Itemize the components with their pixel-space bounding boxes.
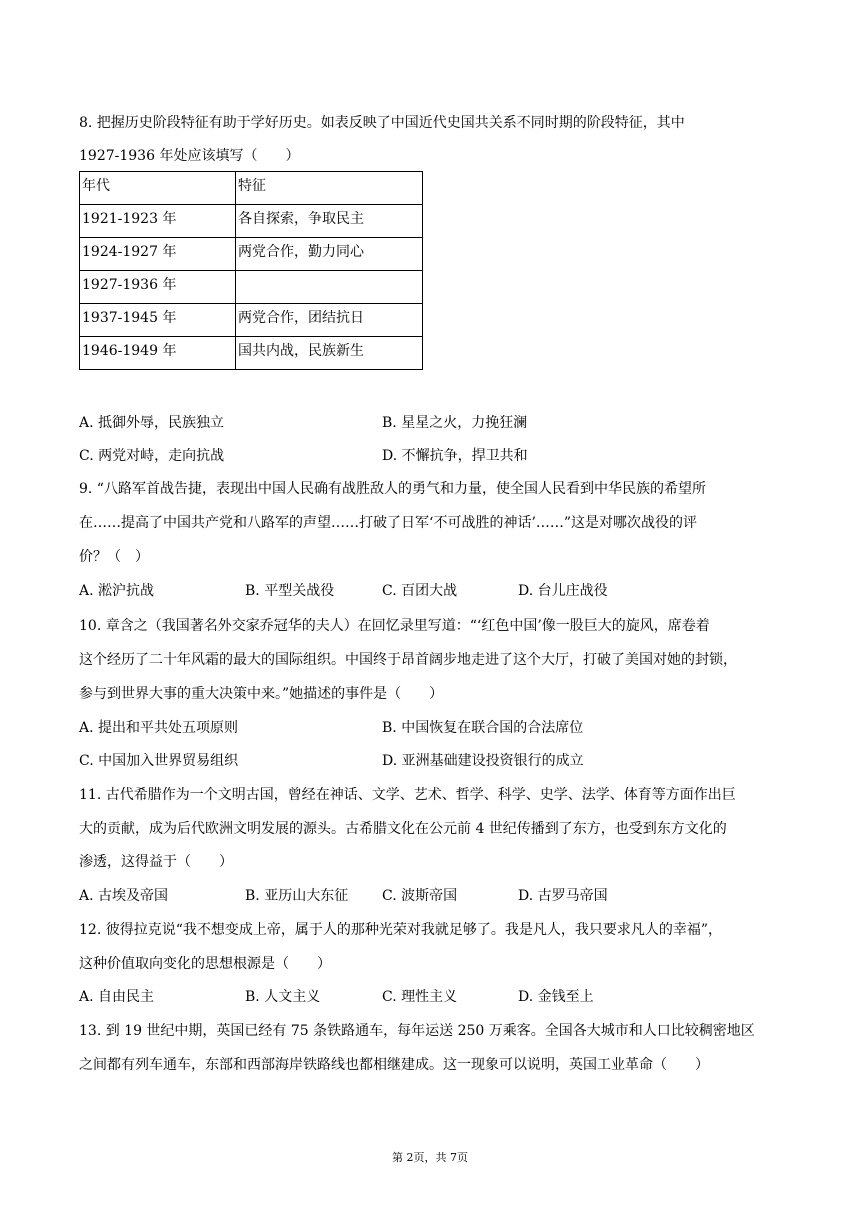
q11-stem-line2: 大的贡献，成为后代欧洲文明发展的源头。古希腊文化在公元前 4 世纪传播到了东方，也受到东方文化的 bbox=[79, 821, 727, 837]
q8-option-b: B. 星星之火，力挽狂澜 bbox=[382, 415, 528, 431]
table-cell-era: 1924-1927 年 bbox=[80, 238, 236, 271]
q10-option-b: B. 中国恢复在联合国的合法席位 bbox=[382, 720, 584, 736]
q9-option-d: D. 台儿庄战役 bbox=[518, 583, 608, 599]
q12-option-d: D. 金钱至上 bbox=[518, 989, 594, 1005]
q9-stem-line2: 在……提高了中国共产党和八路军的声望……打破了日军‘不可战胜的神话’……”这是对哪次战役的评 bbox=[79, 515, 698, 531]
q8-table bbox=[79, 171, 423, 370]
q11-option-c: C. 波斯帝国 bbox=[382, 888, 458, 904]
q9-stem-line3: 价？（ ） bbox=[79, 549, 149, 565]
table-row bbox=[80, 304, 423, 337]
q10-stem-line2: 这个经历了二十年风霜的最大的国际组织。中国终于昂首阔步地走进了这个大厅，打破了美国对她的封锁， bbox=[79, 652, 737, 668]
q12-option-b: B. 人文主义 bbox=[245, 989, 321, 1005]
q9-stem-line1: 9. “八路军首战告捷，表现出中国人民确有战胜敌人的勇气和力量，使全国人民看到中华民族的希望所 bbox=[79, 481, 706, 497]
q10-option-d: D. 亚洲基础建设投资银行的成立 bbox=[382, 753, 584, 769]
table-cell-era: 1921-1923 年 bbox=[80, 205, 236, 238]
table-row bbox=[80, 205, 423, 238]
page-number: 第 2页，共 7页 bbox=[392, 1151, 468, 1164]
q12-option-c: C. 理性主义 bbox=[382, 989, 458, 1005]
q12-option-a: A. 自由民主 bbox=[79, 989, 155, 1005]
q8-option-c: C. 两党对峙，走向抗战 bbox=[79, 448, 225, 464]
q10-stem-line3: 参与到世界大事的重大决策中来。”她描述的事件是（ ） bbox=[79, 686, 444, 702]
table-header-feature: 特征 bbox=[236, 172, 423, 205]
table-cell-feature: 两党合作，团结抗日 bbox=[236, 304, 423, 337]
q11-option-b: B. 亚历山大东征 bbox=[245, 888, 349, 904]
q9-option-c: C. 百团大战 bbox=[382, 583, 458, 599]
q8-stem-line2: 1927-1936 年处应该填写（ ） bbox=[79, 148, 300, 164]
table-row bbox=[80, 238, 423, 271]
q12-stem-line2: 这种价值取向变化的思想根源是（ ） bbox=[79, 956, 331, 972]
q11-stem-line3: 渗透，这得益于（ ） bbox=[79, 854, 233, 870]
q8-option-a: A. 抵御外辱，民族独立 bbox=[79, 415, 225, 431]
q11-option-d: D. 古罗马帝国 bbox=[518, 888, 608, 904]
table-cell-feature: 各自探索，争取民主 bbox=[236, 205, 423, 238]
q13-stem-line1: 13. 到 19 世纪中期，英国已经有 75 条铁路通车，每年运送 250 万乘客。全国各大城市和人口比较稠密地区 bbox=[79, 1023, 755, 1039]
table-cell-era: 1946-1949 年 bbox=[80, 337, 236, 370]
table-cell-feature: 国共内战，民族新生 bbox=[236, 337, 423, 370]
q9-option-a: A. 淞沪抗战 bbox=[79, 583, 155, 599]
q11-option-a: A. 古埃及帝国 bbox=[79, 888, 169, 904]
q10-option-c: C. 中国加入世界贸易组织 bbox=[79, 753, 239, 769]
q10-stem-line1: 10. 章含之（我国著名外交家乔冠华的夫人）在回忆录里写道：“‘红色中国’像一股巨大的旋风，席卷着 bbox=[79, 618, 710, 634]
table-header-era: 年代 bbox=[80, 172, 236, 205]
table-cell-feature: 两党合作，勤力同心 bbox=[236, 238, 423, 271]
table-cell-era: 1937-1945 年 bbox=[80, 304, 236, 337]
q11-stem-line1: 11. 古代希腊作为一个文明古国，曾经在神话、文学、艺术、哲学、科学、史学、法学、体育等方面作出巨 bbox=[79, 787, 736, 803]
q8-option-d: D. 不懈抗争，捍卫共和 bbox=[382, 448, 528, 464]
table-cell-feature-blank bbox=[236, 271, 423, 304]
table-header-row bbox=[80, 172, 423, 205]
q13-stem-line2: 之间都有列车通车，东部和西部海岸铁路线也都相继建成。这一现象可以说明，英国工业革命（ ） bbox=[79, 1057, 709, 1073]
table-row bbox=[80, 337, 423, 370]
q12-stem-line1: 12. 彼得拉克说“我不想变成上帝，属于人的那种光荣对我就足够了。我是凡人，我只要求凡人的幸福”， bbox=[79, 922, 723, 938]
q10-option-a: A. 提出和平共处五项原则 bbox=[79, 720, 239, 736]
table-cell-era: 1927-1936 年 bbox=[80, 271, 236, 304]
q8-stem-line1: 8. 把握历史阶段特征有助于学好历史。如表反映了中国近代史国共关系不同时期的阶段特征，其中 bbox=[79, 115, 685, 131]
table-row bbox=[80, 271, 423, 304]
q9-option-b: B. 平型关战役 bbox=[245, 583, 335, 599]
